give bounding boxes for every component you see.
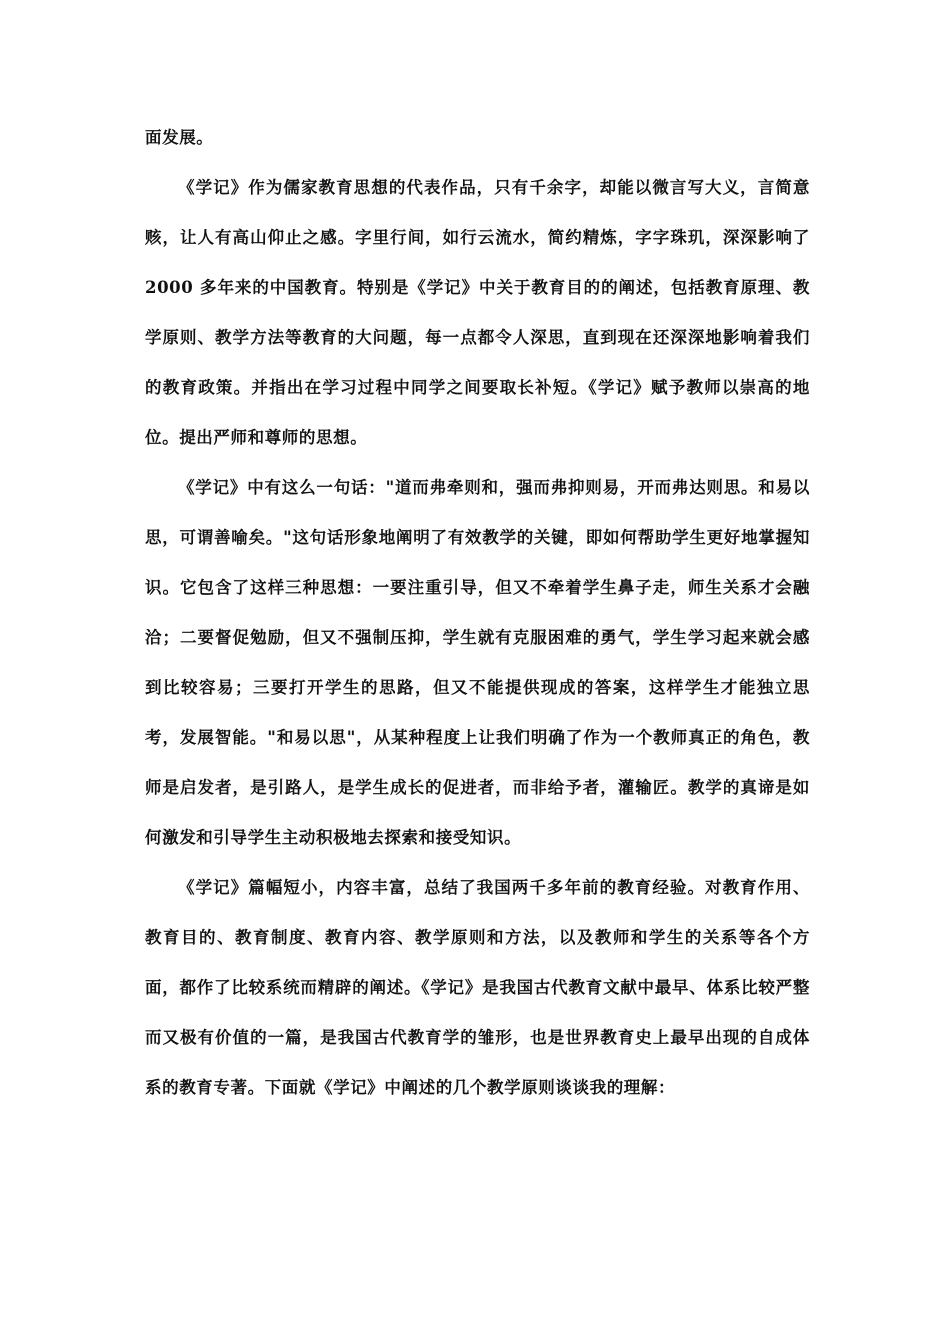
paragraph-teaching-quote: 《学记》中有这么一句话："道而弗牵则和，强而弗抑则易，开而弗达则思。和易以思，可谓善喻矣。"这句话形象地阐明了有效教学的关键，即如何帮助学生更好地掌握知识。它包含了这样三种思想：一要注重引导，但又不牵着学生鼻子走，师生关系才会融洽；二要督促勉励，但又不强制压抑，学生就有克服困难的勇气，学生学习起来就会感到比较容易；三要打开学生的思路，但又不能提供现成的答案，这样学生才能独立思考，发展智能。"和易以思"，从某种程度上让我们明确了作为一个教师真正的角色，教师是启发者，是引路人，是学生成长的促进者，而非给予者，灌输匠。教学的真谛是如何激发和引导学生主动积极地去探索和接受知识。	[145, 478, 810, 847]
body-text	[145, 113, 810, 1113]
paragraph-continuation: 面发展。	[145, 128, 214, 147]
paragraph-xueji-intro: 《学记》作为儒家教育思想的代表作品，只有千余字，却能以微言写大义，言简意赅，让人有高山仰止之感。字里行间，如行云流水，简约精炼，字字珠玑，深深影响了 2000 多年来的中国教育。特别是《学记》中关于教育目的的阐述，包括教育原理、教学原则、教学方法等教育的大问题，每一点都令人深思，直到现在还深深地影响着我们的教育政策。并指出在学习过程中同学之间要取长补短。《学记》赋予教师以崇高的地位。提出严师和尊师的思想。	[145, 178, 810, 447]
paragraph-summary: 《学记》篇幅短小，内容丰富，总结了我国两千多年前的教育经验。对教育作用、教育目的、教育制度、教育内容、教学原则和方法，以及教师和学生的关系等各个方面，都作了比较系统而精辟的阐述。《学记》是我国古代教育文献中最早、体系比较严整而又极有价值的一篇，是我国古代教育学的雏形，也是世界教育史上最早出现的自成体系的教育专著。下面就《学记》中阐述的几个教学原则谈谈我的理解：	[145, 878, 810, 1097]
